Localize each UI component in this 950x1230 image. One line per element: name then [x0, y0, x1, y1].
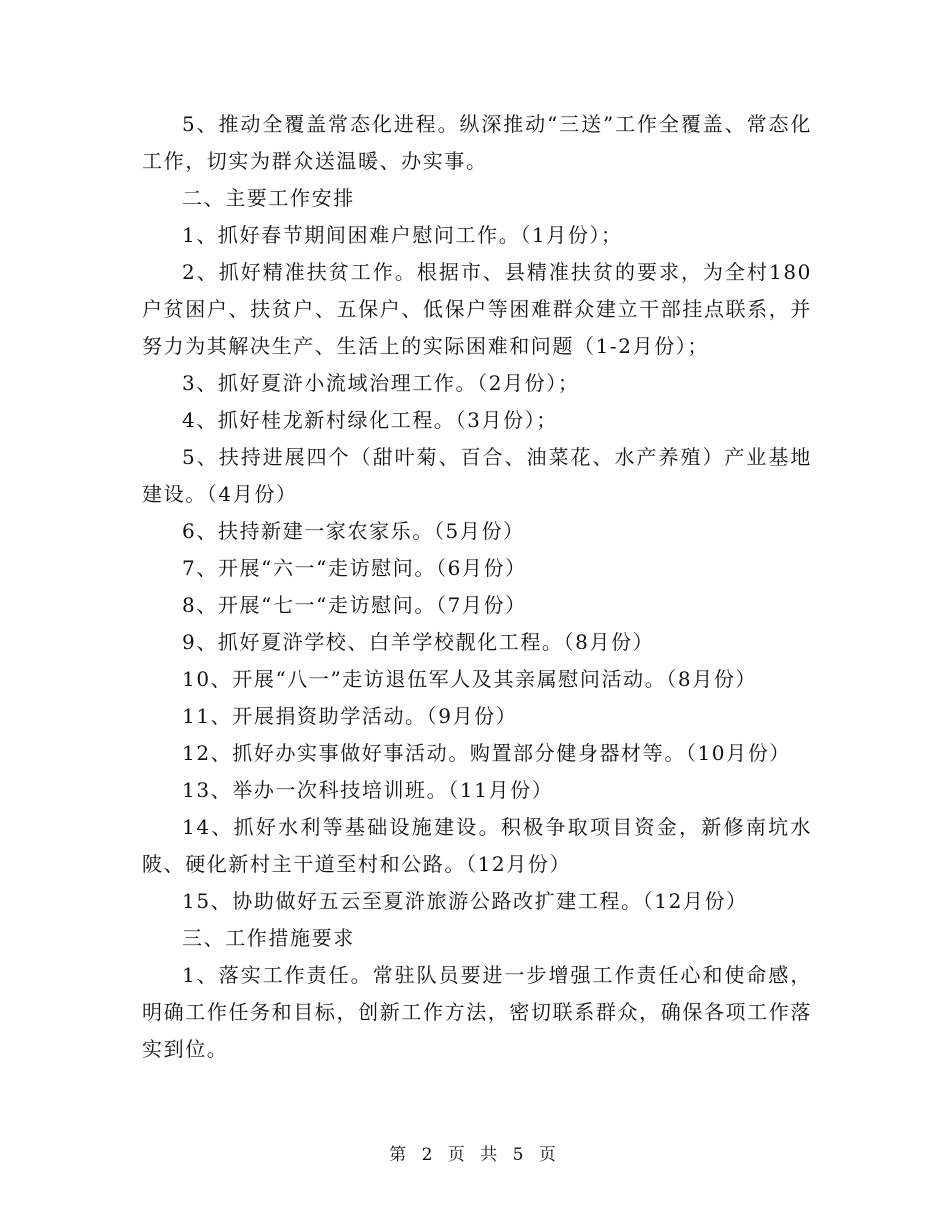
- list-item: 3、抓好夏浒小流域治理工作。（2月份）；: [182, 371, 580, 395]
- list-item: 1、落实工作责任。常驻队员要进一步增强工作责任心和使命感，明确工作任务和目标，创新工作方法，密切联系群众，确保各项工作落实到位。: [142, 963, 812, 1061]
- list-item: 10、开展“八一”走访退伍军人及其亲属慰问活动。（8月份）: [182, 667, 758, 691]
- list-item: 6、扶持新建一家农家乐。（5月份）: [182, 519, 525, 543]
- list-item: 8、开展“七一“走访慰问。（7月份）: [182, 593, 527, 617]
- list-item: 13、举办一次科技培训班。（11月份）: [182, 778, 554, 802]
- section-heading: 二、主要工作安排: [182, 186, 355, 210]
- list-item: 2、抓好精准扶贫工作。根据市、县精准扶贫的要求，为全村180户贫困户、扶贫户、五保户、低保户等困难群众建立干部挂点联系，并努力为其解决生产、生活上的实际困难和问题（1-2月份）；: [142, 260, 812, 358]
- list-item: 1、抓好春节期间困难户慰问工作。（1月份）；: [182, 223, 623, 247]
- section-heading: 三、工作措施要求: [182, 926, 355, 950]
- list-item: 11、开展捐资助学活动。（9月份）: [182, 704, 518, 728]
- paragraph: 5、推动全覆盖常态化进程。纵深推动“三送”工作全覆盖、常态化工作，切实为群众送温暖、办实事。: [142, 112, 812, 173]
- list-item: 4、抓好桂龙新村绿化工程。（3月份）；: [182, 408, 558, 432]
- list-item: 7、开展“六一“走访慰问。（6月份）: [182, 556, 527, 580]
- list-item: 9、抓好夏浒学校、白羊学校靓化工程。（8月份）: [182, 630, 655, 654]
- list-item: 12、抓好办实事做好事活动。购置部分健身器材等。（10月份）: [182, 741, 791, 765]
- page-number-footer: 第 2 页 共 5 页: [389, 1145, 561, 1165]
- list-item: 14、抓好水利等基础设施建设。积极争取项目资金，新修南坑水陂、硬化新村主干道至村和公路。（12月份）: [142, 815, 812, 876]
- list-item: 15、协助做好五云至夏浒旅游公路改扩建工程。（12月份）: [182, 889, 748, 913]
- list-item: 5、扶持进展四个（甜叶菊、百合、油菜花、水产养殖）产业基地建设。（4月份）: [142, 445, 812, 506]
- document-body: [142, 106, 812, 1068]
